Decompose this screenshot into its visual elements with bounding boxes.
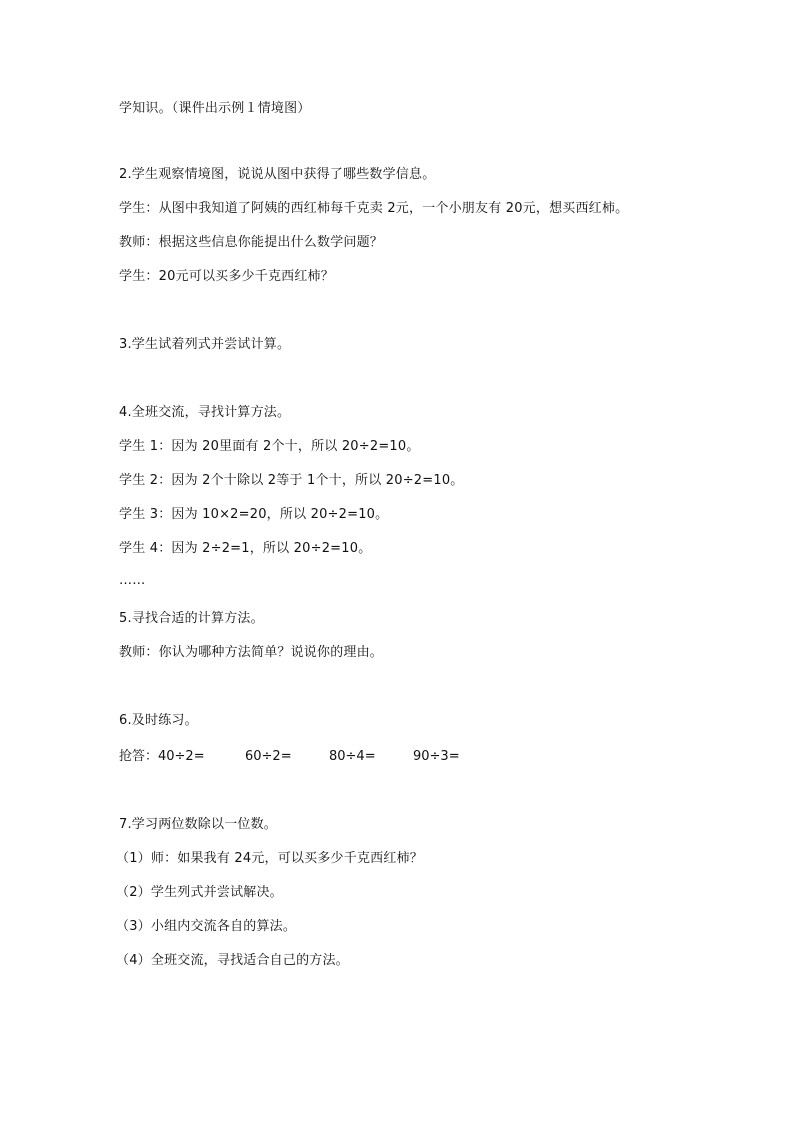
- practice-question-1: 抢答：40÷2=: [119, 749, 205, 764]
- text-line-teacher-method: 教师：你认为哪种方法简单？说说你的理由。: [119, 645, 384, 660]
- text-line-substep-1: （1）师：如果我有 24元，可以买多少千克西红柿？: [116, 851, 423, 866]
- text-line-step-4: 4.全班交流，寻找计算方法。: [119, 405, 291, 420]
- text-line-teacher-question: 教师：根据这些信息你能提出什么数学问题？: [119, 235, 384, 250]
- text-line-student-question: 学生：20元可以买多少千克西红柿？: [119, 269, 334, 284]
- text-line-step-2: 2.学生观察情境图，说说从图中获得了哪些数学信息。: [119, 167, 436, 182]
- practice-question-3: 80÷4=: [329, 749, 376, 764]
- text-line-substep-2: （2）学生列式并尝试解决。: [116, 885, 283, 900]
- text-line-substep-4: （4）全班交流，寻找适合自己的方法。: [116, 953, 349, 968]
- text-line-step-3: 3.学生试着列式并尝试计算。: [119, 337, 291, 352]
- text-line-student-2: 学生 2：因为 2个十除以 2等于 1个十，所以 20÷2=10。: [119, 473, 464, 488]
- text-line-student-4: 学生 4：因为 2÷2=1，所以 20÷2=10。: [119, 541, 372, 556]
- text-line-student-1: 学生 1：因为 20里面有 2个十，所以 20÷2=10。: [119, 439, 420, 454]
- text-line-student-3: 学生 3：因为 10×2=20，所以 20÷2=10。: [119, 507, 389, 522]
- text-line-ellipsis: ……: [119, 573, 146, 588]
- text-line-step-6: 6.及时练习。: [119, 713, 198, 728]
- text-line-intro: 学知识。（课件出示例１情境图）: [119, 101, 311, 116]
- practice-question-4: 90÷3=: [413, 749, 460, 764]
- text-line-step-5: 5.寻找合适的计算方法。: [119, 611, 264, 626]
- practice-question-2: 60÷2=: [245, 749, 292, 764]
- text-line-step-7: 7.学习两位数除以一位数。: [119, 817, 278, 832]
- text-line-student-info: 学生：从图中我知道了阿姨的西红柿每千克卖 2元，一个小朋友有 20元，想买西红柿。: [119, 201, 629, 216]
- text-line-substep-3: （3）小组内交流各自的算法。: [116, 919, 297, 934]
